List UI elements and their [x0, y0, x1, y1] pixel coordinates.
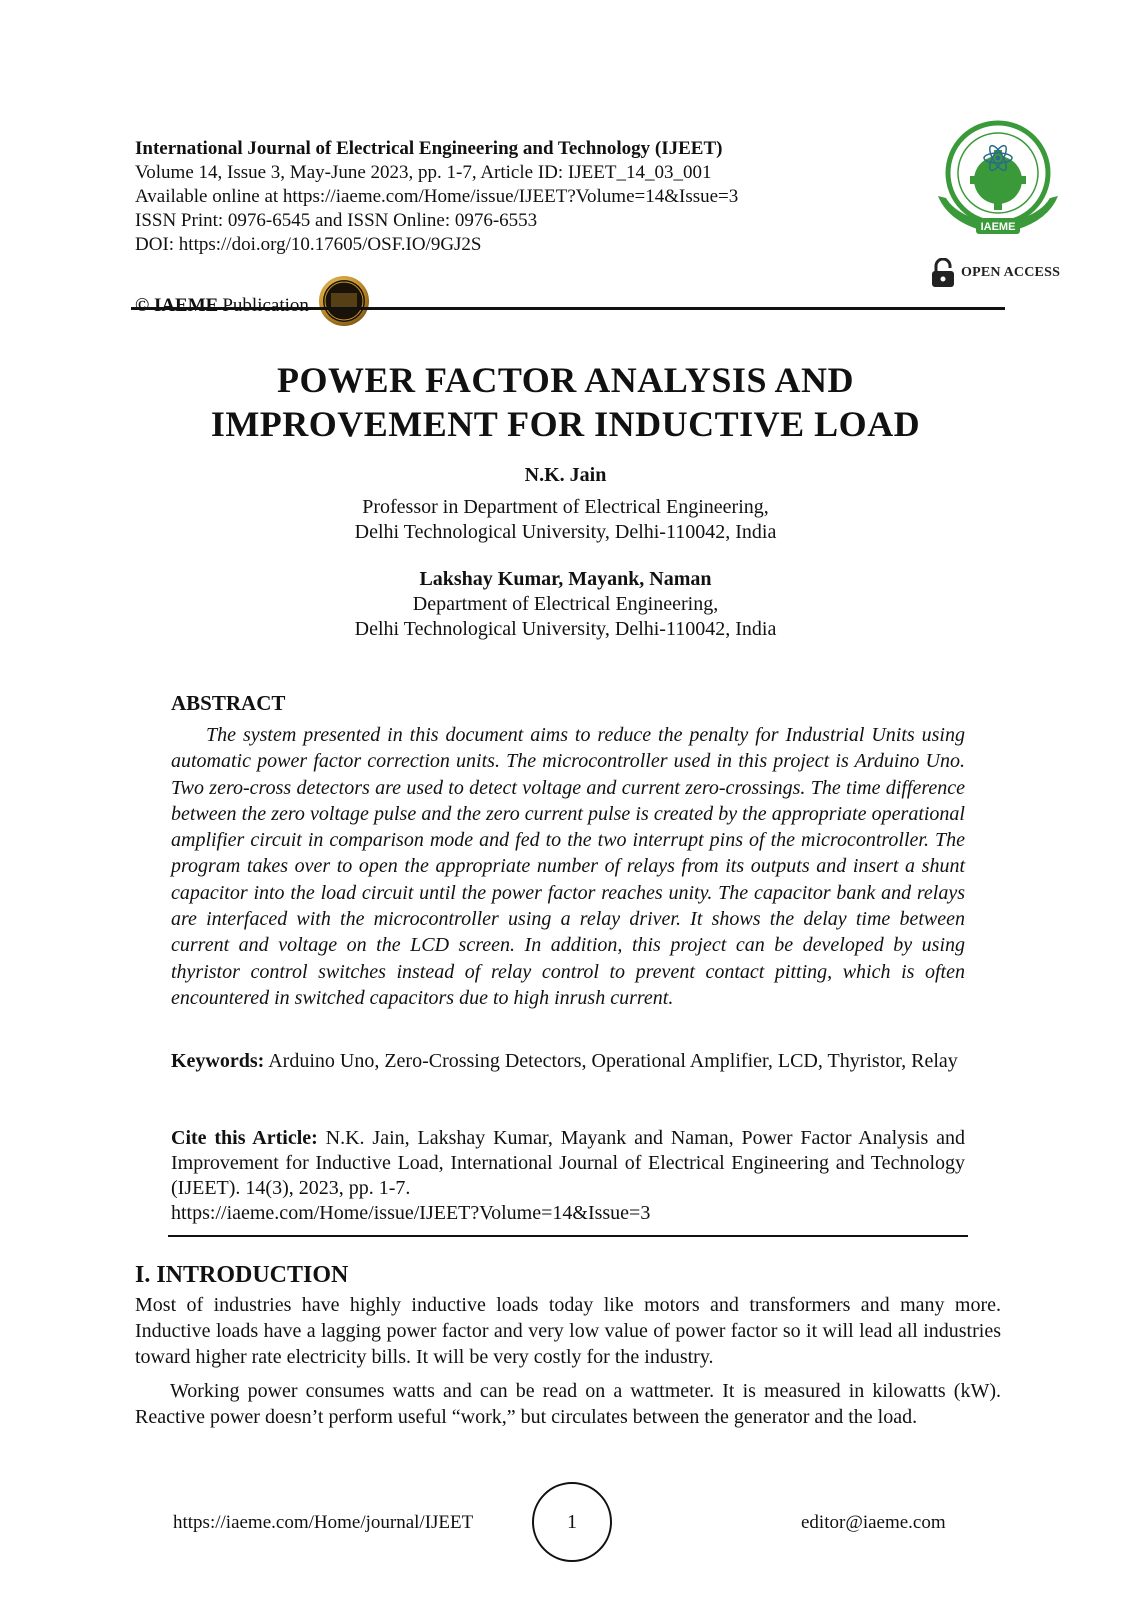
cite-label: Cite this Article: [171, 1127, 318, 1149]
iaeme-logo-icon [930, 118, 1076, 248]
copyright-publication: Publication [222, 295, 309, 316]
journal-name: International Journal of Electrical Engineering and Technology (IJEET) [135, 138, 723, 159]
open-access-label: OPEN ACCESS [961, 265, 1061, 280]
page-number: 1 [532, 1482, 612, 1562]
author-name: N.K. Jain [524, 464, 607, 486]
author-affiliation: Delhi Technological University, Delhi-110042, India [354, 521, 777, 543]
author-affiliation: Department of Electrical Engineering, [412, 593, 719, 615]
doi-info: DOI: https://doi.org/10.17605/OSF.IO/9GJ2S [135, 234, 482, 255]
svg-text:IAEME: IAEME [980, 221, 1016, 233]
section-heading-introduction: I. INTRODUCTION [135, 1262, 349, 1288]
open-access-badge [930, 258, 1060, 288]
keywords-label: Keywords: [171, 1050, 265, 1072]
cite-url[interactable]: https://iaeme.com/Home/issue/IJEET?Volume=14&Issue=3 [171, 1202, 651, 1224]
cite-this-article [171, 1126, 965, 1226]
scope-database-badge-icon [317, 274, 371, 328]
issn-info: ISSN Print: 0976-6545 and ISSN Online: 0976-6553 [135, 210, 538, 231]
abstract-body: The system presented in this document aims to reduce the penalty for Industrial Units using automatic power factor correction units. The microcontroller used in this project is Arduino Uno. Two zero-cross detectors are used to detect voltage and current zero-crossings. The time difference between the zero voltage pulse and the zero current pulse is created by the appropriate operational amplifier circuit in comparison mode and fed to the two interrupt pins of the microcontroller. The program takes over to open the appropriate number of relays from its outputs and insert a shunt capacitor into the load circuit until the power factor reaches unity. The capacitor bank and relays are interfaced with the microcontroller using a relay driver. It shows the delay time between current and voltage on the LCD screen. In addition, this project can be developed by using thyristor control switches instead of relay control to prevent contact pitting, which is often encountered in switched capacitors due to high inrush current. [171, 724, 965, 1009]
copyright-line [135, 284, 371, 328]
footer-email[interactable]: editor@iaeme.com [801, 1512, 946, 1533]
author-affiliation: Delhi Technological University, Delhi-110042, India [354, 618, 777, 640]
abstract-divider [168, 1235, 968, 1237]
volume-info: Volume 14, Issue 3, May-June 2023, pp. 1-7, Article ID: IJEET_14_03_001 [135, 162, 712, 183]
author-name: Lakshay Kumar, Mayank, Naman [419, 568, 712, 590]
title-line-2: IMPROVEMENT FOR INDUCTIVE LOAD [210, 404, 921, 444]
author-block-2 [0, 567, 1131, 642]
paper-title [0, 358, 1131, 446]
abstract-heading: ABSTRACT [171, 691, 286, 715]
open-lock-icon [930, 258, 956, 288]
copyright-org: © IAEME [135, 295, 219, 316]
header-divider [131, 307, 1005, 310]
author-block-1 [0, 463, 1131, 545]
keywords [171, 1048, 965, 1074]
keywords-text: Arduino Uno, Zero-Crossing Detectors, Operational Amplifier, LCD, Thyristor, Relay [264, 1050, 958, 1072]
journal-header [135, 137, 895, 257]
title-line-1: POWER FACTOR ANALYSIS AND [277, 360, 854, 400]
footer-journal-url[interactable]: https://iaeme.com/Home/journal/IJEET [173, 1512, 474, 1533]
cite-text: N.K. Jain, Lakshay Kumar, Mayank and Naman, Power Factor Analysis and Improvement for Inductive Load, International Journal of Electrical Engineering and Technology (IJEET). 14(3), 2023, pp. 1-7. [171, 1127, 965, 1199]
intro-paragraph-1: Most of industries have highly inductive loads today like motors and transformers and many more. Inductive loads have a lagging power factor and very low value of power factor so it will lead all industries toward higher rate electricity bills. It will be very costly for the industry. [135, 1294, 1001, 1368]
intro-paragraph-2: Working power consumes watts and can be read on a wattmeter. It is measured in kilowatts (kW). Reactive power doesn’t perform useful “work,” but circulates between the generator and the load. [135, 1380, 1001, 1428]
author-affiliation: Professor in Department of Electrical Engineering, [362, 496, 769, 518]
availability-info: Available online at https://iaeme.com/Home/issue/IJEET?Volume=14&Issue=3 [135, 186, 739, 207]
